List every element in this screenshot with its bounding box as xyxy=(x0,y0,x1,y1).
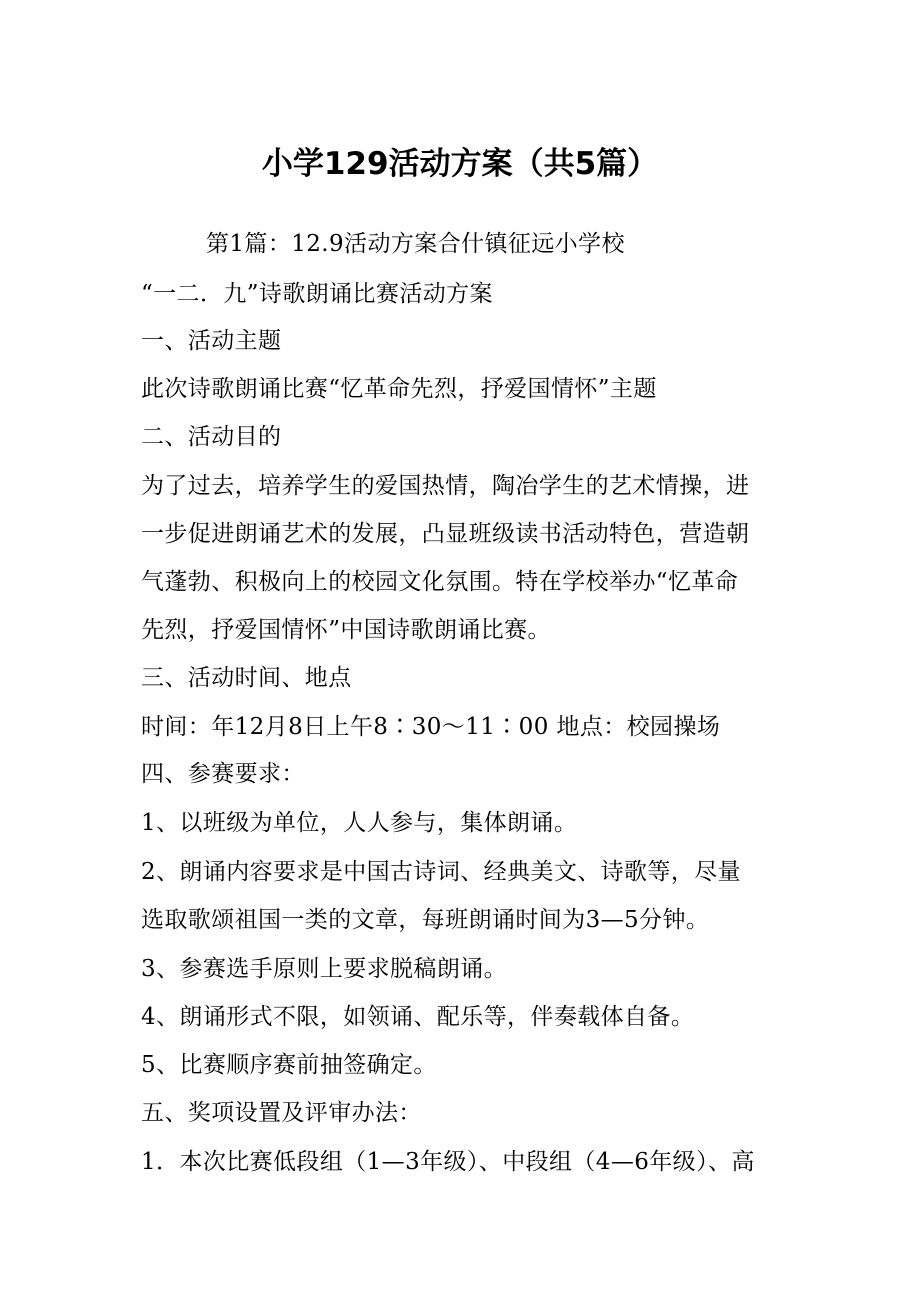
section-heading: 三、活动时间、地点 xyxy=(141,665,352,691)
paragraph-line: 气蓬勃、积极向上的校园文化氛围。特在学校举办“忆革命 xyxy=(141,569,739,595)
paragraph-line: 此次诗歌朗诵比赛“忆革命先烈，抒爱国情怀”主题 xyxy=(141,376,657,402)
list-item: 5、比赛顺序赛前抽签确定。 xyxy=(141,1052,437,1078)
list-item: 1、以班级为单位，人人参与，集体朗诵。 xyxy=(141,810,578,836)
paragraph-line: “一二．九”诗歌朗诵比赛活动方案 xyxy=(141,281,493,307)
section-heading: 二、活动目的 xyxy=(141,424,282,450)
paragraph-line: 先烈，抒爱国情怀”中国诗歌朗诵比赛。 xyxy=(141,617,551,643)
document-title: 小学129活动方案（共5篇） xyxy=(261,146,659,182)
list-item: 1．本次比赛低段组（1—3年级）、中段组（4—6年级）、高 xyxy=(141,1149,755,1175)
paragraph-line: 时间：年12月8日上午8∶30～11∶00 地点：校园操场 xyxy=(141,714,721,740)
section-heading: 一、活动主题 xyxy=(141,328,282,354)
paragraph-line: 一步促进朗诵艺术的发展，凸显班级读书活动特色，营造朝 xyxy=(141,521,750,547)
list-item: 3、参赛选手原则上要求脱稿朗诵。 xyxy=(141,956,508,982)
list-item: 4、朗诵形式不限，如领诵、配乐等，伴奏载体自备。 xyxy=(141,1004,695,1030)
section-heading: 五、奖项设置及评审办法： xyxy=(141,1100,422,1126)
paragraph-line: 为了过去，培养学生的爱国热情，陶冶学生的艺术情操，进 xyxy=(141,473,750,499)
section-heading: 四、参赛要求： xyxy=(141,761,305,787)
subtitle-line: 第1篇：12.9活动方案合什镇征远小学校 xyxy=(206,231,625,257)
list-item: 2、朗诵内容要求是中国古诗词、经典美文、诗歌等，尽量 xyxy=(141,859,742,885)
paragraph-line: 选取歌颂祖国一类的文章，每班朗诵时间为3—5分钟。 xyxy=(141,907,710,933)
